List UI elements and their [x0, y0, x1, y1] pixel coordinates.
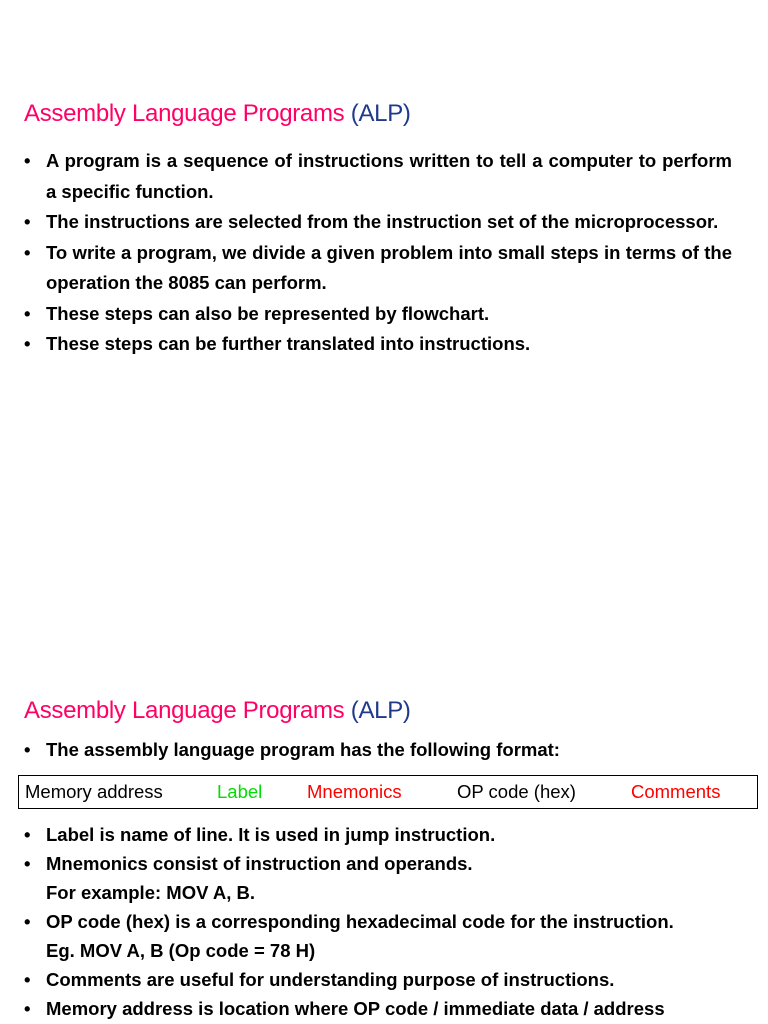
slide-2-title	[24, 697, 411, 725]
slide-1-title	[24, 100, 411, 128]
bullet-item: • Comments are useful for understanding purpose of instructions.	[24, 965, 732, 994]
bullet-item: • These steps can also be represented by flowchart.	[24, 299, 732, 330]
bullet-item: • The instructions are selected from the instruction set of the microprocessor.	[24, 207, 732, 238]
bullet-item	[24, 849, 732, 907]
slide-2-bullet-list	[24, 820, 732, 1023]
slide-1-title-main: Assembly Language Programs	[24, 100, 345, 127]
slide-2-title-main: Assembly Language Programs	[24, 697, 345, 724]
bullet-item: • These steps can be further translated into instructions.	[24, 329, 732, 360]
format-opcode: OP code (hex)	[457, 781, 576, 802]
alp-format-table	[18, 775, 758, 809]
bullet-item-intro: • The assembly language program has the following format:	[24, 735, 732, 764]
format-label: Label	[217, 781, 263, 802]
bullet-item: • To write a program, we divide a given problem into small steps in terms of the operation the 8085 can perform.	[24, 238, 732, 299]
slide-1-bullet-list	[24, 146, 732, 360]
opcode-example: Eg. MOV A, B (Op code = 78 H)	[46, 940, 316, 961]
bullet-item-text: Mnemonics consist of instruction and operands.	[46, 853, 473, 874]
slide-1-title-abbr: (ALP)	[350, 100, 411, 127]
bullet-item: • Memory address is location where OP code / immediate data / address	[24, 994, 732, 1023]
bullet-item-text: OP code (hex) is a corresponding hexadecimal code for the instruction.	[46, 911, 674, 932]
format-comments: Comments	[631, 781, 721, 802]
format-memory-address: Memory address	[25, 781, 163, 802]
format-mnemonics: Mnemonics	[307, 781, 402, 802]
bullet-item	[24, 907, 732, 965]
bullet-item: • A program is a sequence of instructions written to tell a computer to perform a specific function.	[24, 146, 732, 207]
slide-2	[0, 676, 768, 1024]
slide-2-title-abbr: (ALP)	[350, 697, 411, 724]
bullet-item: • Label is name of line. It is used in jump instruction.	[24, 820, 732, 849]
slide-2-intro-list	[24, 735, 732, 764]
mnemonics-example: For example: MOV A, B.	[46, 882, 256, 903]
